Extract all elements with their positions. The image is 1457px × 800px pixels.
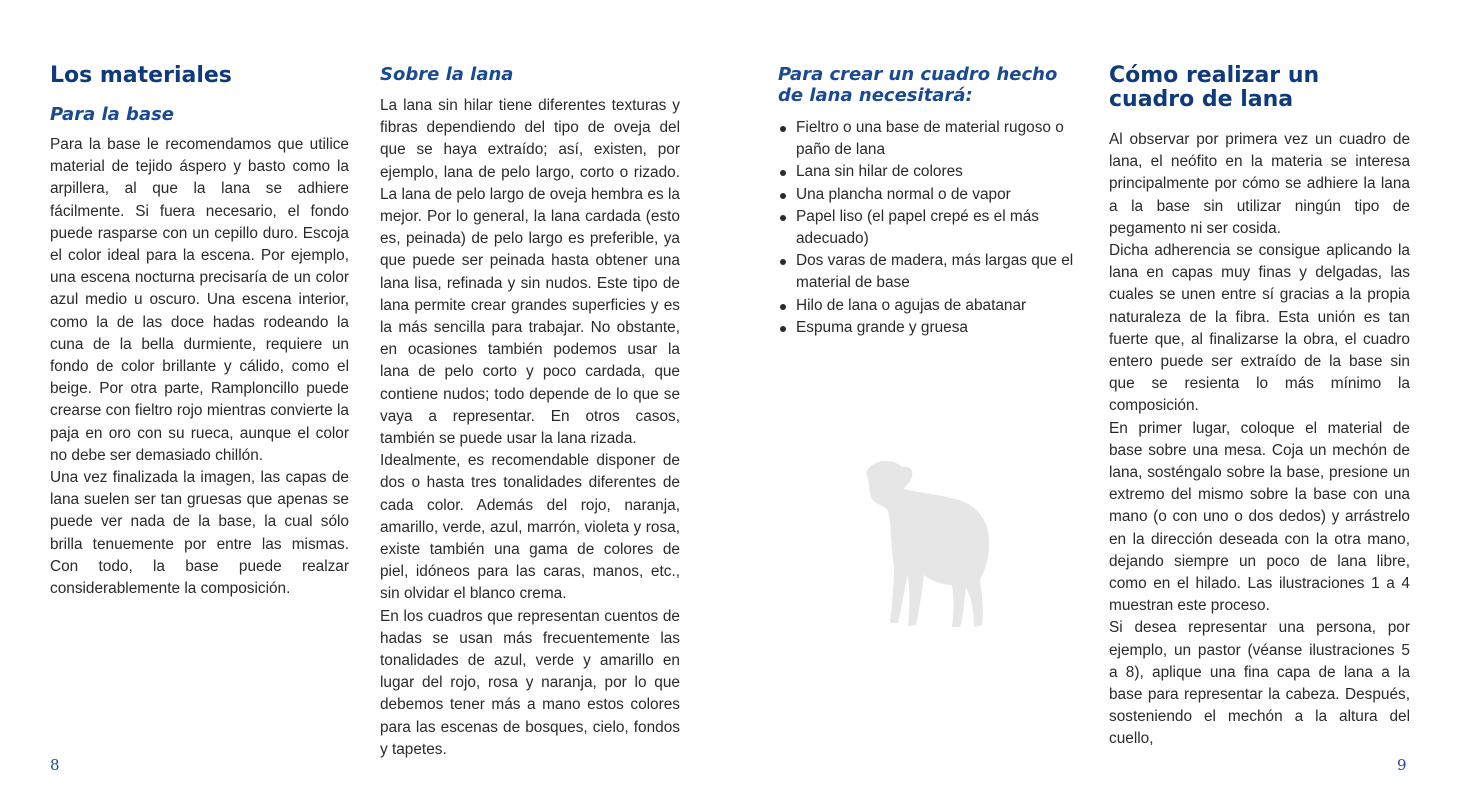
- page-title-como-realizar: [1109, 64, 1410, 112]
- materials-heading-line2: de lana necesitará:: [778, 85, 973, 106]
- page-number-right: 9: [1397, 756, 1407, 774]
- list-item: [778, 250, 1078, 294]
- list-item-text: Dos varas de madera, más largas que el material de base: [796, 252, 1074, 292]
- paragraph: Para la base le recomendamos que utilice material de tejido áspero y basto como la arpillera, al que la lana se adhiere fácilmente. Si fuera necesario, el fondo puede rasparse con un cepillo duro. Escoja el color ideal para la escena. Por ejemplo, una escena nocturna precisaría de un color azul medio u oscuro. Una escena interior, como la de las doce hadas rodeando la cuna de la bella durmiente, requiere un fondo de color brillante y cálido, como el beige. Por otra parte, Ramploncillo puede crearse con fieltro rojo mientras convierte la paja en oro con su rueca, aunque el color no debe ser demasiado chillón.: [50, 136, 349, 464]
- materials-heading: [778, 64, 1078, 106]
- paragraph: Al observar por primera vez un cuadro de lana, el neófito en la materia se interesa principalmente por cómo se adhiere la lana a la base sin utilizar ningún tipo de pegamento ni ser cosida.: [1109, 131, 1410, 237]
- list-item: [778, 161, 1078, 183]
- bullet-icon: [780, 193, 786, 199]
- subtitle-sobre-la-lana: Sobre la lana: [380, 64, 514, 85]
- paragraph: Una vez finalizada la imagen, las capas de lana suelen ser tan gruesas que apenas se puede ver nada de la base, la cual sólo brilla tenuemente por entre las mismas. Con todo, la base puede realzar considerablemente la composición.: [50, 469, 349, 598]
- wool-text: [380, 95, 680, 761]
- base-text: [50, 134, 349, 600]
- paragraph: Idealmente, es recomendable disponer de dos o hasta tres tonalidades diferentes de cada color. Además del rojo, naranja, amarillo, verde, azul, marrón, violeta y rosa, existe también una gama de colores de piel, idóneos para las caras, manos, etc., sin olvidar el blanco crema.: [380, 452, 680, 603]
- paragraph: Si desea representar una persona, por ejemplo, un pastor (véanse ilustraciones 5 a 8), aplique una fina capa de lana a la base para representar la cabeza. Después, sosteniendo el mechón a la altura del cuello,: [1109, 619, 1410, 748]
- list-item-text: Lana sin hilar de colores: [796, 163, 963, 181]
- list-item: [778, 295, 1078, 317]
- list-item-text: Papel liso (el papel crepé es el más adecuado): [796, 207, 1039, 248]
- bullet-icon: [780, 326, 786, 332]
- list-item-text: Una plancha normal o de vapor: [796, 185, 1011, 203]
- paragraph: En primer lugar, coloque el material de base sobre una mesa. Coja un mechón de lana, sosténgalo sobre la base, presione un extremo del mismo sobre la base con una mano (o con uno o dos dedos) y arrástrelo en la dirección deseada con la otra mano, dejando siempre un poco de lana libre, como en el hilado. Las ilustraciones 1 a 4 muestran este proceso.: [1109, 419, 1410, 615]
- title-line1: Cómo realizar un: [1109, 63, 1320, 88]
- list-item-text: Hilo de lana o agujas de abatanar: [796, 296, 1027, 314]
- list-item-text: Espuma grande y gruesa: [796, 318, 968, 336]
- bullet-icon: [780, 126, 786, 132]
- page-number-left: 8: [50, 756, 60, 774]
- list-item: [778, 206, 1078, 250]
- list-item: [778, 317, 1078, 339]
- como-realizar-text: [1109, 129, 1410, 751]
- page-title-los-materiales: Los materiales: [50, 63, 232, 88]
- list-item: [778, 184, 1078, 206]
- title-line2: cuadro de lana: [1109, 87, 1294, 112]
- bullet-icon: [780, 259, 786, 265]
- bullet-icon: [780, 304, 786, 310]
- list-item: [778, 117, 1078, 161]
- list-item-text: Fieltro o una base de material rugoso o paño de lana: [796, 119, 1064, 159]
- materials-heading-line1: Para crear un cuadro hecho: [778, 64, 1058, 85]
- bullet-icon: [780, 170, 786, 176]
- bullet-icon: [780, 215, 786, 221]
- subtitle-para-la-base: Para la base: [50, 104, 175, 125]
- materials-list: [778, 117, 1078, 339]
- lamb-silhouette-icon: [862, 455, 997, 635]
- paragraph: Dicha adherencia se consigue aplicando la lana en capas muy finas y delgadas, las cuales se unen entre sí gracias a la propia naturaleza de la fibra. Esta unión es tan fuerte que, al finalizarse la obra, el cuadro entero puede ser extraído de la base sin que se resienta lo más mínimo la composición.: [1109, 242, 1410, 415]
- paragraph: En los cuadros que representan cuentos de hadas se usan más frecuentemente las tonalidades de azul, verde y amarillo en lugar del rojo, rosa y naranja, por lo que debemos tener más a mano estos colores para las escenas de bosques, cielo, fondos y tapetes.: [380, 607, 680, 758]
- paragraph: La lana sin hilar tiene diferentes texturas y fibras dependiendo del tipo de oveja del que se haya extraído; así, existen, por ejemplo, lana de pelo largo, corto o rizado. La lana de pelo largo de oveja hembra es la mejor. Por lo general, la lana cardada (esto es, peinada) de pelo largo es preferible, ya que puede ser peinada hasta obtener una lana lisa, refinada y sin nudos. Este tipo de lana permite crear grandes superficies y es la más sencilla para trabajar. No obstante, en ocasiones también podemos usar la lana de pelo corto y poco cardada, que contiene nudos; todo depende de lo que se vaya a representar. En otros casos, también se puede usar la lana rizada.: [380, 97, 680, 448]
